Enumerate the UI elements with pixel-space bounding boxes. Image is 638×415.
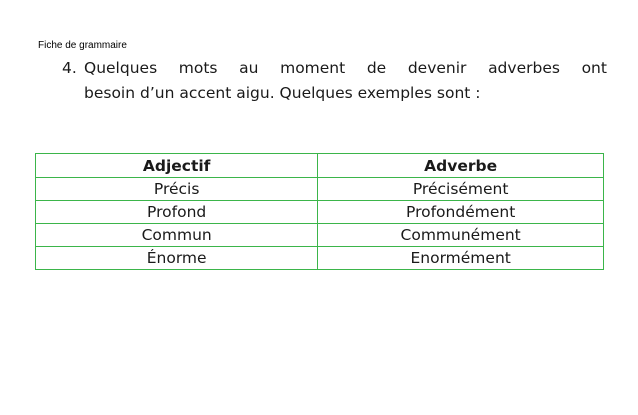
adjective-adverb-table [35, 153, 604, 270]
word: au [239, 59, 259, 77]
table-cell-adverbe: Profondément [318, 201, 604, 224]
table-row [36, 247, 604, 270]
word: mots [178, 59, 218, 77]
table-cell-adverbe: Précisément [318, 178, 604, 201]
list-item-text-line1 [84, 56, 607, 81]
table-header-row [36, 154, 604, 178]
table-cell-adjectif: Profond [36, 201, 318, 224]
column-header-adjectif: Adjectif [36, 154, 318, 178]
list-item-number: 4. [62, 59, 77, 77]
table-cell-adverbe: Communément [318, 224, 604, 247]
table-cell-adjectif: Commun [36, 224, 318, 247]
word: ont [581, 59, 607, 77]
word: devenir [407, 59, 467, 77]
list-item-text-line2: besoin d’un accent aigu. Quelques exemples sont : [84, 84, 481, 102]
table-row [36, 201, 604, 224]
column-header-adverbe: Adverbe [318, 154, 604, 178]
table-row [36, 224, 604, 247]
table-row [36, 178, 604, 201]
word: moment [280, 59, 346, 77]
word: adverbes [488, 59, 560, 77]
word: de [366, 59, 387, 77]
page-header-label: Fiche de grammaire [38, 40, 127, 51]
table-cell-adjectif: Précis [36, 178, 318, 201]
word: Quelques [84, 59, 158, 77]
table-cell-adjectif: Énorme [36, 247, 318, 270]
table-cell-adverbe: Enormément [318, 247, 604, 270]
